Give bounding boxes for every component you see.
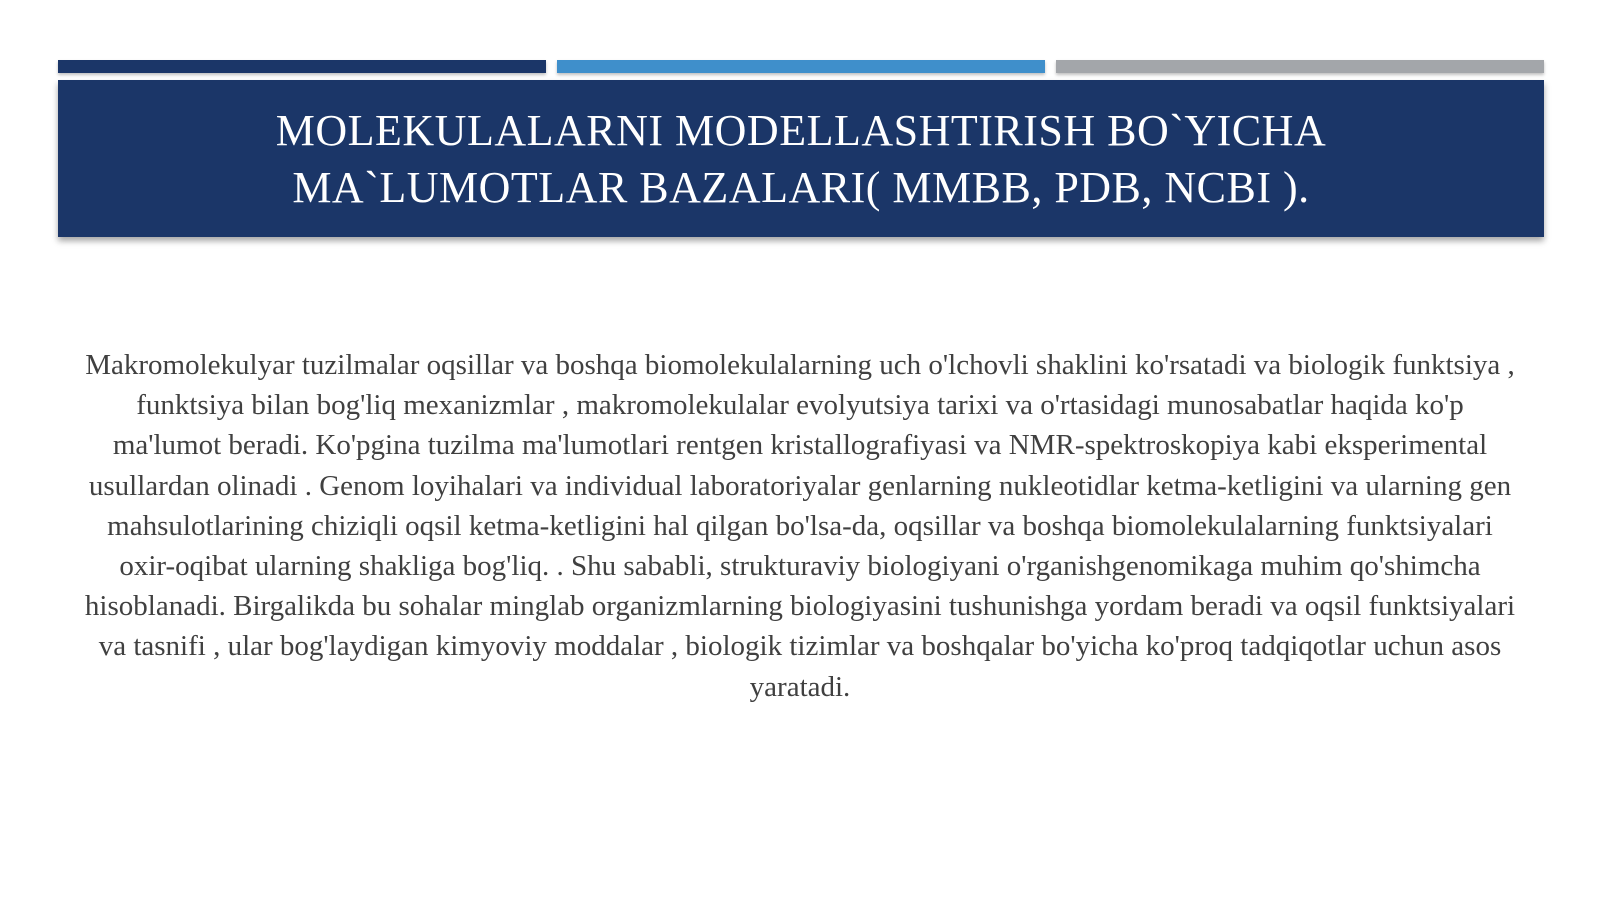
accent-bar-gray	[1056, 60, 1544, 73]
slide-title[interactable]	[276, 102, 1327, 216]
slide-body-text[interactable]: Makromolekulyar tuzilmalar oqsillar va boshqa biomolekulalarning uch o'lchovli shaklini ko'rsatadi va biologik funktsiya , funktsiya bilan bog'liq mexanizmlar , makromolekulalar evolyutsiya tarixi va o'rtasidagi munosabatlar haqida ko'p ma'lumot beradi. Ko'pgina tuzilma ma'lumotlari rentgen kristallografiyasi va NMR-spektroskopiya kabi eksperimental usullardan olinadi . Genom loyihalari va individual laboratoriyalar genlarning nukleotidlar ketma-ketligini va ularning gen mahsulotlarining chiziqli oqsil ketma-ketligini hal qilgan bo'lsa-da, oqsillar va boshqa biomolekulalarning funktsiyalari oxir-oqibat ularning shakliga bog'liq. . Shu sababli, strukturaviy biologiyani o'rganishgenomikaga muhim qo'shimcha hisoblanadi. Birgalikda bu sohalar minglab organizmlarning biologiyasini tushunishga yordam beradi va oqsil funktsiyalari va tasnifi , ular bog'laydigan kimyoviy moddalar , biologik tizimlar va boshqalar bo'yicha ko'proq tadqiqotlar uchun asos yaratadi.	[84, 349, 1516, 703]
accent-bar-dark-blue	[58, 60, 546, 73]
slide-title-line-1: MOLEKULALARNI MODELLASHTIRISH BO`YICHA	[275, 105, 1327, 155]
title-banner	[58, 80, 1544, 237]
accent-bar-light-blue	[557, 60, 1045, 73]
slide-title-line-2: MA`LUMOTLAR BAZALARI( MMBB, PDB, NCBI ).	[292, 162, 1310, 212]
